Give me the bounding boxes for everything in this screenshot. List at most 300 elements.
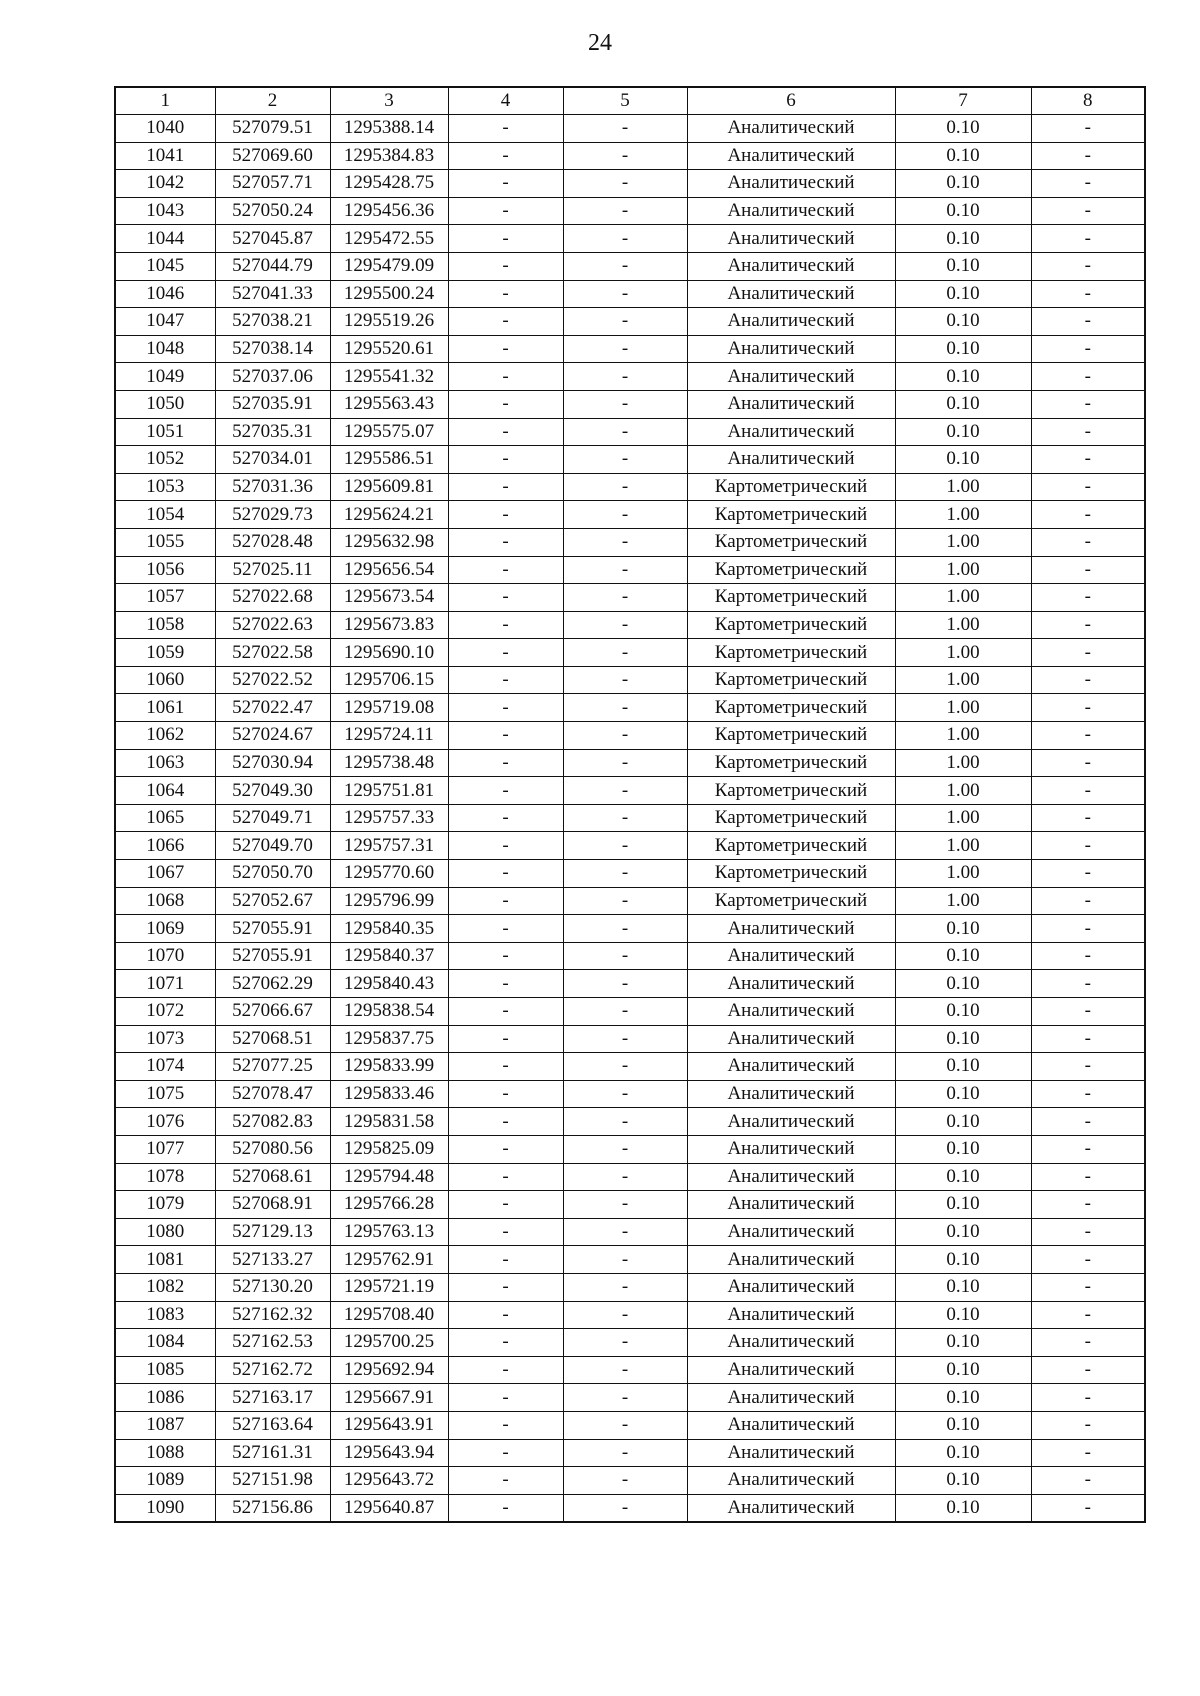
cell-point-number: 1047: [115, 308, 215, 336]
cell-col-4: -: [448, 1273, 563, 1301]
cell-method: Аналитический: [687, 446, 895, 474]
cell-accuracy: 1.00: [895, 556, 1031, 584]
table-row: [115, 556, 1145, 584]
cell-col-4: -: [448, 1301, 563, 1329]
cell-col-5: -: [563, 998, 687, 1026]
cell-accuracy: 1.00: [895, 804, 1031, 832]
cell-col-4: -: [448, 887, 563, 915]
cell-method: Аналитический: [687, 225, 895, 253]
cell-col-4: -: [448, 915, 563, 943]
cell-method: Аналитический: [687, 1439, 895, 1467]
cell-x-coordinate: 527163.64: [215, 1411, 330, 1439]
cell-x-coordinate: 527029.73: [215, 501, 330, 529]
table-row: [115, 639, 1145, 667]
cell-col-5: -: [563, 860, 687, 888]
cell-col-5: -: [563, 1273, 687, 1301]
table-row: [115, 308, 1145, 336]
cell-col-8: -: [1031, 1439, 1145, 1467]
cell-col-4: -: [448, 611, 563, 639]
cell-accuracy: 0.10: [895, 1025, 1031, 1053]
cell-accuracy: 1.00: [895, 473, 1031, 501]
cell-col-5: -: [563, 749, 687, 777]
cell-method: Картометрический: [687, 832, 895, 860]
cell-y-coordinate: 1295609.81: [330, 473, 448, 501]
cell-point-number: 1090: [115, 1494, 215, 1522]
cell-x-coordinate: 527038.21: [215, 308, 330, 336]
cell-y-coordinate: 1295766.28: [330, 1191, 448, 1219]
cell-col-8: -: [1031, 1191, 1145, 1219]
table-row: [115, 1025, 1145, 1053]
cell-col-4: -: [448, 1411, 563, 1439]
cell-method: Картометрический: [687, 584, 895, 612]
cell-accuracy: 0.10: [895, 1411, 1031, 1439]
cell-method: Аналитический: [687, 170, 895, 198]
cell-y-coordinate: 1295575.07: [330, 418, 448, 446]
cell-point-number: 1071: [115, 970, 215, 998]
cell-point-number: 1063: [115, 749, 215, 777]
cell-col-8: -: [1031, 1384, 1145, 1412]
cell-col-8: -: [1031, 556, 1145, 584]
cell-col-8: -: [1031, 1356, 1145, 1384]
table-row: [115, 1108, 1145, 1136]
cell-method: Аналитический: [687, 363, 895, 391]
column-header-1: 1: [115, 87, 215, 115]
cell-y-coordinate: 1295563.43: [330, 390, 448, 418]
cell-col-4: -: [448, 1080, 563, 1108]
cell-method: Аналитический: [687, 252, 895, 280]
cell-col-4: -: [448, 142, 563, 170]
cell-col-5: -: [563, 115, 687, 143]
cell-accuracy: 1.00: [895, 501, 1031, 529]
cell-x-coordinate: 527163.17: [215, 1384, 330, 1412]
cell-method: Аналитический: [687, 1467, 895, 1495]
cell-col-4: -: [448, 832, 563, 860]
table-row: [115, 1329, 1145, 1357]
cell-y-coordinate: 1295837.75: [330, 1025, 448, 1053]
cell-x-coordinate: 527130.20: [215, 1273, 330, 1301]
table-row: [115, 115, 1145, 143]
cell-point-number: 1061: [115, 694, 215, 722]
table-row: [115, 1439, 1145, 1467]
table-row: [115, 1246, 1145, 1274]
cell-accuracy: 0.10: [895, 1053, 1031, 1081]
cell-col-5: -: [563, 1329, 687, 1357]
page-number: 24: [588, 30, 612, 56]
cell-accuracy: 0.10: [895, 1246, 1031, 1274]
cell-col-5: -: [563, 363, 687, 391]
cell-point-number: 1072: [115, 998, 215, 1026]
cell-col-5: -: [563, 280, 687, 308]
cell-method: Аналитический: [687, 915, 895, 943]
cell-x-coordinate: 527038.14: [215, 335, 330, 363]
cell-method: Аналитический: [687, 1494, 895, 1522]
cell-method: Аналитический: [687, 1246, 895, 1274]
cell-col-5: -: [563, 777, 687, 805]
table-row: [115, 1301, 1145, 1329]
cell-accuracy: 0.10: [895, 1439, 1031, 1467]
cell-accuracy: 0.10: [895, 1494, 1031, 1522]
cell-point-number: 1073: [115, 1025, 215, 1053]
cell-col-8: -: [1031, 1467, 1145, 1495]
cell-col-5: -: [563, 528, 687, 556]
cell-x-coordinate: 527055.91: [215, 942, 330, 970]
cell-method: Картометрический: [687, 666, 895, 694]
cell-accuracy: 0.10: [895, 1273, 1031, 1301]
cell-col-5: -: [563, 584, 687, 612]
cell-col-8: -: [1031, 777, 1145, 805]
cell-point-number: 1066: [115, 832, 215, 860]
cell-col-5: -: [563, 501, 687, 529]
cell-col-5: -: [563, 694, 687, 722]
table-row: [115, 1218, 1145, 1246]
cell-col-5: -: [563, 390, 687, 418]
cell-point-number: 1051: [115, 418, 215, 446]
cell-col-4: -: [448, 1025, 563, 1053]
cell-x-coordinate: 527068.91: [215, 1191, 330, 1219]
cell-y-coordinate: 1295541.32: [330, 363, 448, 391]
cell-y-coordinate: 1295751.81: [330, 777, 448, 805]
cell-col-5: -: [563, 1163, 687, 1191]
cell-col-4: -: [448, 1246, 563, 1274]
cell-point-number: 1089: [115, 1467, 215, 1495]
cell-col-8: -: [1031, 1246, 1145, 1274]
cell-method: Аналитический: [687, 1273, 895, 1301]
table-row: [115, 749, 1145, 777]
cell-y-coordinate: 1295520.61: [330, 335, 448, 363]
cell-y-coordinate: 1295472.55: [330, 225, 448, 253]
table-row: [115, 777, 1145, 805]
cell-x-coordinate: 527080.56: [215, 1135, 330, 1163]
cell-method: Аналитический: [687, 1384, 895, 1412]
cell-col-5: -: [563, 418, 687, 446]
cell-accuracy: 1.00: [895, 749, 1031, 777]
cell-col-4: -: [448, 694, 563, 722]
table-row: [115, 722, 1145, 750]
table-row: [115, 390, 1145, 418]
cell-col-5: -: [563, 446, 687, 474]
cell-accuracy: 0.10: [895, 170, 1031, 198]
cell-col-8: -: [1031, 390, 1145, 418]
cell-col-4: -: [448, 777, 563, 805]
cell-point-number: 1056: [115, 556, 215, 584]
cell-method: Аналитический: [687, 142, 895, 170]
cell-accuracy: 0.10: [895, 970, 1031, 998]
cell-accuracy: 0.10: [895, 998, 1031, 1026]
table-row: [115, 1191, 1145, 1219]
cell-col-4: -: [448, 722, 563, 750]
cell-point-number: 1086: [115, 1384, 215, 1412]
cell-col-5: -: [563, 1301, 687, 1329]
coordinates-table: [114, 86, 1146, 1523]
table-row: [115, 142, 1145, 170]
cell-accuracy: 0.10: [895, 1218, 1031, 1246]
cell-accuracy: 0.10: [895, 1163, 1031, 1191]
cell-point-number: 1059: [115, 639, 215, 667]
cell-col-8: -: [1031, 611, 1145, 639]
cell-method: Аналитический: [687, 1108, 895, 1136]
cell-col-8: -: [1031, 1025, 1145, 1053]
table-row: [115, 446, 1145, 474]
cell-col-4: -: [448, 115, 563, 143]
cell-accuracy: 0.10: [895, 335, 1031, 363]
cell-point-number: 1084: [115, 1329, 215, 1357]
cell-point-number: 1044: [115, 225, 215, 253]
cell-point-number: 1049: [115, 363, 215, 391]
cell-y-coordinate: 1295757.33: [330, 804, 448, 832]
cell-point-number: 1054: [115, 501, 215, 529]
cell-col-8: -: [1031, 887, 1145, 915]
cell-method: Аналитический: [687, 1135, 895, 1163]
table-row: [115, 860, 1145, 888]
table-row: [115, 1080, 1145, 1108]
cell-col-8: -: [1031, 363, 1145, 391]
cell-point-number: 1057: [115, 584, 215, 612]
cell-point-number: 1064: [115, 777, 215, 805]
cell-y-coordinate: 1295428.75: [330, 170, 448, 198]
cell-x-coordinate: 527044.79: [215, 252, 330, 280]
cell-col-5: -: [563, 1467, 687, 1495]
cell-col-5: -: [563, 142, 687, 170]
cell-col-8: -: [1031, 1411, 1145, 1439]
cell-col-5: -: [563, 887, 687, 915]
table-row: [115, 418, 1145, 446]
cell-col-8: -: [1031, 115, 1145, 143]
cell-accuracy: 1.00: [895, 639, 1031, 667]
cell-col-5: -: [563, 611, 687, 639]
cell-y-coordinate: 1295690.10: [330, 639, 448, 667]
cell-col-5: -: [563, 722, 687, 750]
cell-accuracy: 0.10: [895, 363, 1031, 391]
column-header-7: 7: [895, 87, 1031, 115]
cell-accuracy: 0.10: [895, 418, 1031, 446]
column-header-4: 4: [448, 87, 563, 115]
cell-accuracy: 0.10: [895, 280, 1031, 308]
cell-y-coordinate: 1295643.72: [330, 1467, 448, 1495]
cell-method: Картометрический: [687, 860, 895, 888]
column-header-5: 5: [563, 87, 687, 115]
cell-x-coordinate: 527022.58: [215, 639, 330, 667]
cell-accuracy: 0.10: [895, 1080, 1031, 1108]
cell-x-coordinate: 527041.33: [215, 280, 330, 308]
cell-col-4: -: [448, 1329, 563, 1357]
cell-point-number: 1088: [115, 1439, 215, 1467]
cell-accuracy: 1.00: [895, 832, 1031, 860]
cell-col-5: -: [563, 915, 687, 943]
cell-method: Картометрический: [687, 556, 895, 584]
cell-x-coordinate: 527161.31: [215, 1439, 330, 1467]
cell-x-coordinate: 527050.24: [215, 197, 330, 225]
cell-method: Картометрический: [687, 473, 895, 501]
cell-accuracy: 1.00: [895, 722, 1031, 750]
cell-col-4: -: [448, 556, 563, 584]
cell-y-coordinate: 1295667.91: [330, 1384, 448, 1412]
cell-method: Аналитический: [687, 1411, 895, 1439]
table-row: [115, 887, 1145, 915]
cell-method: Картометрический: [687, 777, 895, 805]
cell-col-8: -: [1031, 1080, 1145, 1108]
cell-col-8: -: [1031, 501, 1145, 529]
cell-col-8: -: [1031, 584, 1145, 612]
cell-col-8: -: [1031, 418, 1145, 446]
cell-x-coordinate: 527068.61: [215, 1163, 330, 1191]
table-body: [115, 115, 1145, 1523]
cell-method: Аналитический: [687, 390, 895, 418]
cell-col-4: -: [448, 584, 563, 612]
cell-col-8: -: [1031, 446, 1145, 474]
cell-col-5: -: [563, 1108, 687, 1136]
cell-col-5: -: [563, 1025, 687, 1053]
cell-y-coordinate: 1295838.54: [330, 998, 448, 1026]
table-row: [115, 666, 1145, 694]
cell-y-coordinate: 1295762.91: [330, 1246, 448, 1274]
cell-col-5: -: [563, 252, 687, 280]
table-row: [115, 1053, 1145, 1081]
cell-y-coordinate: 1295831.58: [330, 1108, 448, 1136]
table-row: [115, 473, 1145, 501]
cell-x-coordinate: 527049.70: [215, 832, 330, 860]
cell-point-number: 1076: [115, 1108, 215, 1136]
table-row: [115, 1467, 1145, 1495]
cell-method: Картометрический: [687, 501, 895, 529]
cell-x-coordinate: 527030.94: [215, 749, 330, 777]
cell-col-8: -: [1031, 722, 1145, 750]
cell-point-number: 1062: [115, 722, 215, 750]
cell-col-5: -: [563, 335, 687, 363]
table-row: [115, 970, 1145, 998]
cell-method: Картометрический: [687, 749, 895, 777]
cell-accuracy: 1.00: [895, 694, 1031, 722]
cell-x-coordinate: 527050.70: [215, 860, 330, 888]
cell-col-5: -: [563, 170, 687, 198]
cell-col-5: -: [563, 1356, 687, 1384]
cell-y-coordinate: 1295700.25: [330, 1329, 448, 1357]
cell-accuracy: 1.00: [895, 584, 1031, 612]
cell-accuracy: 0.10: [895, 1329, 1031, 1357]
cell-accuracy: 0.10: [895, 1191, 1031, 1219]
table-row: [115, 694, 1145, 722]
cell-y-coordinate: 1295706.15: [330, 666, 448, 694]
cell-method: Аналитический: [687, 1080, 895, 1108]
cell-y-coordinate: 1295643.91: [330, 1411, 448, 1439]
cell-accuracy: 0.10: [895, 252, 1031, 280]
cell-accuracy: 0.10: [895, 1108, 1031, 1136]
cell-accuracy: 1.00: [895, 611, 1031, 639]
cell-col-4: -: [448, 1108, 563, 1136]
cell-col-8: -: [1031, 308, 1145, 336]
cell-col-8: -: [1031, 749, 1145, 777]
cell-x-coordinate: 527162.53: [215, 1329, 330, 1357]
cell-point-number: 1087: [115, 1411, 215, 1439]
cell-col-5: -: [563, 225, 687, 253]
cell-method: Картометрический: [687, 639, 895, 667]
cell-y-coordinate: 1295721.19: [330, 1273, 448, 1301]
cell-x-coordinate: 527062.29: [215, 970, 330, 998]
cell-point-number: 1045: [115, 252, 215, 280]
cell-accuracy: 0.10: [895, 197, 1031, 225]
cell-method: Аналитический: [687, 1163, 895, 1191]
cell-method: Картометрический: [687, 804, 895, 832]
cell-y-coordinate: 1295825.09: [330, 1135, 448, 1163]
cell-col-5: -: [563, 473, 687, 501]
cell-point-number: 1050: [115, 390, 215, 418]
cell-method: Картометрический: [687, 528, 895, 556]
cell-method: Картометрический: [687, 887, 895, 915]
cell-col-8: -: [1031, 1108, 1145, 1136]
cell-y-coordinate: 1295738.48: [330, 749, 448, 777]
cell-method: Аналитический: [687, 1329, 895, 1357]
cell-col-4: -: [448, 1191, 563, 1219]
cell-accuracy: 0.10: [895, 142, 1031, 170]
cell-col-4: -: [448, 804, 563, 832]
cell-col-8: -: [1031, 1218, 1145, 1246]
table-row: [115, 1356, 1145, 1384]
cell-col-4: -: [448, 639, 563, 667]
cell-y-coordinate: 1295719.08: [330, 694, 448, 722]
cell-accuracy: 0.10: [895, 915, 1031, 943]
cell-y-coordinate: 1295833.99: [330, 1053, 448, 1081]
cell-x-coordinate: 527049.71: [215, 804, 330, 832]
cell-y-coordinate: 1295794.48: [330, 1163, 448, 1191]
cell-col-8: -: [1031, 170, 1145, 198]
cell-col-4: -: [448, 1163, 563, 1191]
cell-method: Аналитический: [687, 942, 895, 970]
cell-y-coordinate: 1295519.26: [330, 308, 448, 336]
cell-point-number: 1043: [115, 197, 215, 225]
cell-x-coordinate: 527031.36: [215, 473, 330, 501]
cell-col-8: -: [1031, 335, 1145, 363]
cell-x-coordinate: 527034.01: [215, 446, 330, 474]
table-row: [115, 225, 1145, 253]
cell-point-number: 1081: [115, 1246, 215, 1274]
table-row: [115, 1163, 1145, 1191]
cell-y-coordinate: 1295456.36: [330, 197, 448, 225]
cell-accuracy: 1.00: [895, 528, 1031, 556]
cell-point-number: 1053: [115, 473, 215, 501]
cell-x-coordinate: 527129.13: [215, 1218, 330, 1246]
cell-col-4: -: [448, 998, 563, 1026]
table-row: [115, 1384, 1145, 1412]
cell-col-8: -: [1031, 1163, 1145, 1191]
column-header-3: 3: [330, 87, 448, 115]
cell-col-5: -: [563, 1246, 687, 1274]
cell-point-number: 1055: [115, 528, 215, 556]
cell-point-number: 1046: [115, 280, 215, 308]
cell-y-coordinate: 1295673.54: [330, 584, 448, 612]
cell-col-5: -: [563, 308, 687, 336]
cell-col-5: -: [563, 1384, 687, 1412]
cell-col-5: -: [563, 556, 687, 584]
cell-method: Картометрический: [687, 694, 895, 722]
cell-x-coordinate: 527024.67: [215, 722, 330, 750]
cell-x-coordinate: 527077.25: [215, 1053, 330, 1081]
cell-col-4: -: [448, 1356, 563, 1384]
cell-x-coordinate: 527151.98: [215, 1467, 330, 1495]
cell-col-4: -: [448, 280, 563, 308]
cell-point-number: 1075: [115, 1080, 215, 1108]
cell-col-8: -: [1031, 804, 1145, 832]
cell-col-4: -: [448, 1218, 563, 1246]
cell-point-number: 1074: [115, 1053, 215, 1081]
cell-x-coordinate: 527162.72: [215, 1356, 330, 1384]
cell-y-coordinate: 1295796.99: [330, 887, 448, 915]
cell-method: Аналитический: [687, 998, 895, 1026]
cell-col-4: -: [448, 335, 563, 363]
cell-x-coordinate: 527162.32: [215, 1301, 330, 1329]
cell-method: Аналитический: [687, 418, 895, 446]
cell-col-8: -: [1031, 1273, 1145, 1301]
cell-col-8: -: [1031, 473, 1145, 501]
column-header-2: 2: [215, 87, 330, 115]
